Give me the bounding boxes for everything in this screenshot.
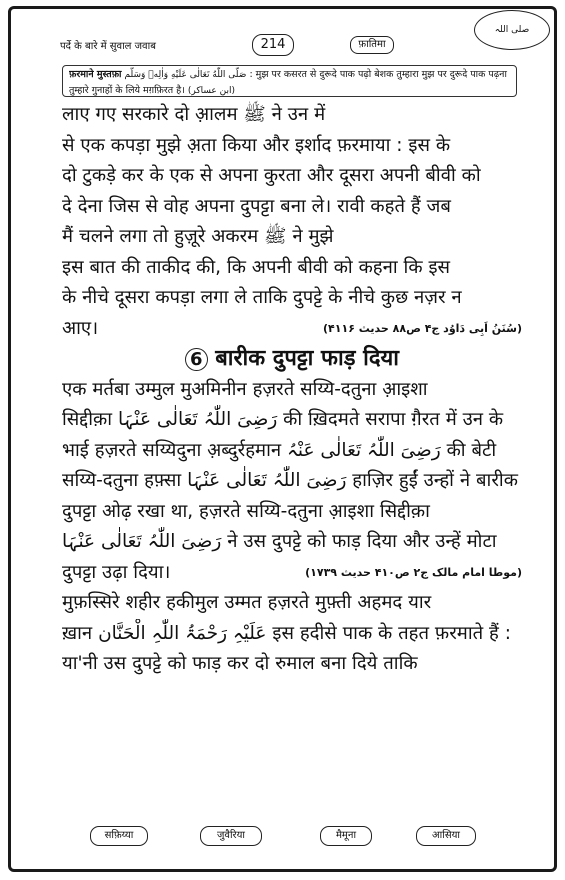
body-line: सिद्दीक़ा رَضِیَ اللّٰہُ تَعَالٰی عَنْہَا की ख़िदमते सरापा ग़ैरत में उन के [62,409,504,430]
body-line-with-ref [62,314,522,345]
footer-name: मैमूना [320,826,372,846]
body-line: मैं चलने लगा तो हुज़ूरे अकरम ﷺ ने मुझे [62,226,334,247]
hadith-text-1: : मुझ पर कसरत से दुरूदे पाक पढ़ो बेशक तुम्हारा मुझ पर दुरूदे पाक पढ़ना [249,69,507,80]
body-line: भाई हज़रते सय्यिदुना अ़ब्दुर्रहमान رَضِیَ اللّٰہُ تَعَالٰی عَنْہُ की बेटी [62,439,497,461]
body-line: رَضِیَ اللّٰہُ تَعَالٰی عَنْہَا ने उस दुपट्टे को फाड़ दिया और उन्हें मोटा [62,531,497,552]
footer-name: जुवैरिया [200,826,262,846]
main-text [62,100,522,680]
hadith-box [62,65,517,97]
reference: (سُنَنُ اَبِی دَاوُد ج۴ ص۸۸ حدیث ۴۱۱۶) [323,321,522,335]
corner-seal: صلی اللہ [474,10,550,50]
body-line: मुफ़स्सिरे शहीर हकीमुल उम्मत हज़रते मुफ़्ती अहमद यार [62,592,432,613]
footer-name: सफ़िय्या [90,826,148,846]
body-line: दे देना जिस से वोह अपना दुपट्टा बना ले। रावी कहते हैं जब [62,195,451,217]
footer-name: आसिया [416,826,476,846]
body-line: दो टुकड़े कर के एक से अपना कुरता और दूसरा अपनी बीवी को [62,165,481,186]
body-line: दुपट्टा ओढ़ रखा था, हज़रते सय्यि-दतुना आ़इशा सिद्दीक़ा [62,500,430,522]
body-line: सय्यि-दतुना हफ़्सा رَضِیَ اللّٰہُ تَعَالٰی عَنْہَا हाज़िर हुईं उन्हों ने बारीक [62,470,518,491]
hadith-label: फ़रमाने मुस्तफ़ा [69,69,122,80]
footer-bar [60,826,510,846]
body-line: ख़ान عَلَیْہِ رَحْمَۃُ اللّٰہِ الْحَنَّان इस हदीसे पाक के तहत फ़रमाते हैं : [62,622,511,644]
hadith-source: (ابن عساکر) [187,86,235,96]
heading-number: 6 [185,348,208,371]
body-line: या'नी उस दुपट्टे को फाड़ कर दो रुमाल बना दिये ताकि [62,653,418,674]
body-line: इस बात की ताकीद की, कि अपनी बीवी को कहना कि इस [62,256,451,278]
header-bar [60,34,510,56]
body-line: से एक कपड़ा मुझे अ़ता किया और इर्शाद फ़रमाया : इस के [62,134,451,156]
heading-text: बारीक दुपट्टा फाड़ दिया [215,346,399,371]
name-tab: फ़ातिमा [350,36,394,54]
hadith-text-2: तुम्हारे गुनाहों के लिये मग़फ़िरत है। [69,85,185,96]
body-line: दुपट्टा उढ़ा दिया। [62,561,171,583]
section-heading [62,344,522,375]
hadith-honorific: صَلَّى اللّٰهُ تَعَالٰى عَلَيْهِ وَاٰلِهٖ وَسَلَّم [124,70,247,80]
body-line-with-ref [62,558,522,589]
body-line: के नीचे दूसरा कपड़ा लगा ले ताकि दुपट्टे के नीचे कुछ नज़र न [62,287,462,308]
reference: (موطا امام مالک ج۲ ص۴۱۰ حدیث ۱۷۳۹) [305,565,522,579]
page-number: 214 [252,34,294,56]
body-line: एक मर्तबा उम्मुल मुअमिनीन हज़रते सय्यि-दतुना आ़इशा [62,378,428,400]
body-line: आए। [62,317,99,339]
book-title: पर्दे के बारे में सुवाल जवाब [60,41,156,52]
body-line: लाए गए सरकारे दो आ़लम ﷺ ने उन में [62,104,326,125]
